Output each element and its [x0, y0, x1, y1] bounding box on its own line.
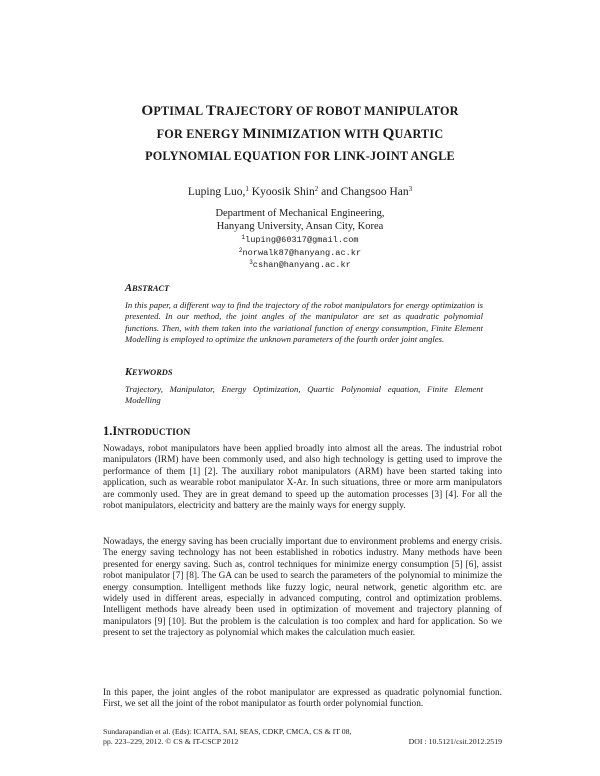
- title-line-1: OPTIMAL TRAJECTORY OF ROBOT MANIPULATOR: [141, 102, 459, 119]
- abstract-heading: ABSTRACT: [125, 283, 170, 294]
- footer-line-1: Sundarapandian et al. (Eds): ICAITA, SAI, SEAS, CDKP, CMCA, CS & IT 08,: [103, 727, 352, 736]
- email-2: $^2$norwalk87@hanyang.ac.kr: [238, 246, 362, 258]
- footer-line-2: [103, 737, 502, 747]
- author-3-sup: 3: [408, 185, 413, 193]
- intro-paragraph-2: Nowadays, the energy saving has been crucially important due to environment problems and energy crisis. The energy saving technology has not been established in robotics industry. Many methods have been presented for energy saving. Such as, control techniques for minimize energy consumption [5] [6], assist robot manipulator [7] [8]. The GA can be used to search the parameters of the polynomial to minimize the energy consumption. Intelligent methods like fuzzy logic, neural network, genetic algorithm etc. are widely used in different areas, especially in advanced computing, control and optimization problems. Intelligent methods have already been used in optimization of movement and trajectory planning of manipulators [9] [10]. But the problem is the calculation is too complex and hard for application. So we present to set the trajectory as polynomial which makes the calculation much easier.: [103, 537, 502, 639]
- title-line-3: POLYNOMIAL EQUATION FOR LINK-JOINT ANGLE: [145, 149, 455, 163]
- intro-paragraph-1: Nowadays, robot manipulators have been applied broadly into almost all the areas. The industrial robot manipulators (IRM) have been commonly used, and also high technology is getting used to improve the performance of them [1] [2]. The auxiliary robot manipulators (ARM) have been started taking into application, such as wearable robot manipulator X-Ar. In such situations, three or more arm manipulators are commonly used. They are in great demand to speed up the automation processes [3] [4]. For all the robot manipulators, electricity and battery are the mainly ways for energy supply.: [103, 444, 502, 512]
- affiliation-department: Department of Mechanical Engineering,: [215, 208, 385, 219]
- affiliation-university: Hanyang University, Ansan City, Korea: [216, 220, 384, 232]
- title-line-2: FOR ENERGY MINIMIZATION WITH QUARTIC: [156, 124, 444, 142]
- section-heading-introduction: 1.INTRODUCTION: [103, 424, 191, 438]
- page-footer: [103, 727, 502, 747]
- author-1: Luping Luo,: [187, 186, 246, 198]
- keywords-heading: KEYWORDS: [125, 367, 173, 378]
- affiliation-block: [120, 208, 480, 271]
- author-2-sup: 2: [314, 185, 319, 193]
- author-1-sup: 1: [245, 185, 249, 193]
- footer-citation: pp. 223–229, 2012. © CS & IT-CSCP 2012: [103, 737, 239, 746]
- intro-paragraph-3: In this paper, the joint angles of the robot manipulator are expressed as quadratic polynomial function. First, we set all the joint of the robot manipulator as fourth order polynomial function.: [103, 688, 502, 710]
- abstract-text: In this paper, a different way to find the trajectory of the robot manipulators for energy optimization is presented. In our method, the joint angles of the manipulator are set as quadratic polynomial functions. Then, with them taken into the variational function of energy consumption, Finite Element Modelling is employed to optimize the unknown parameters of the fourth order joint angles.: [125, 300, 483, 344]
- footer-doi: DOI : 10.5121/csit.2012.2519: [408, 737, 502, 746]
- author-list: [60, 182, 540, 199]
- paper-title: [70, 100, 530, 168]
- keywords-text: Trajectory, Manipulator, Energy Optimization, Quartic Polynomial equation, Finite Element Modelling: [125, 384, 483, 406]
- author-2: Kyoosik Shin: [251, 186, 315, 198]
- email-1: $^1$luping@60317@gmail.com: [241, 234, 359, 245]
- email-3: $^3$cshan@hanyang.ac.kr: [249, 259, 351, 270]
- author-3: and Changsoo Han: [321, 186, 409, 198]
